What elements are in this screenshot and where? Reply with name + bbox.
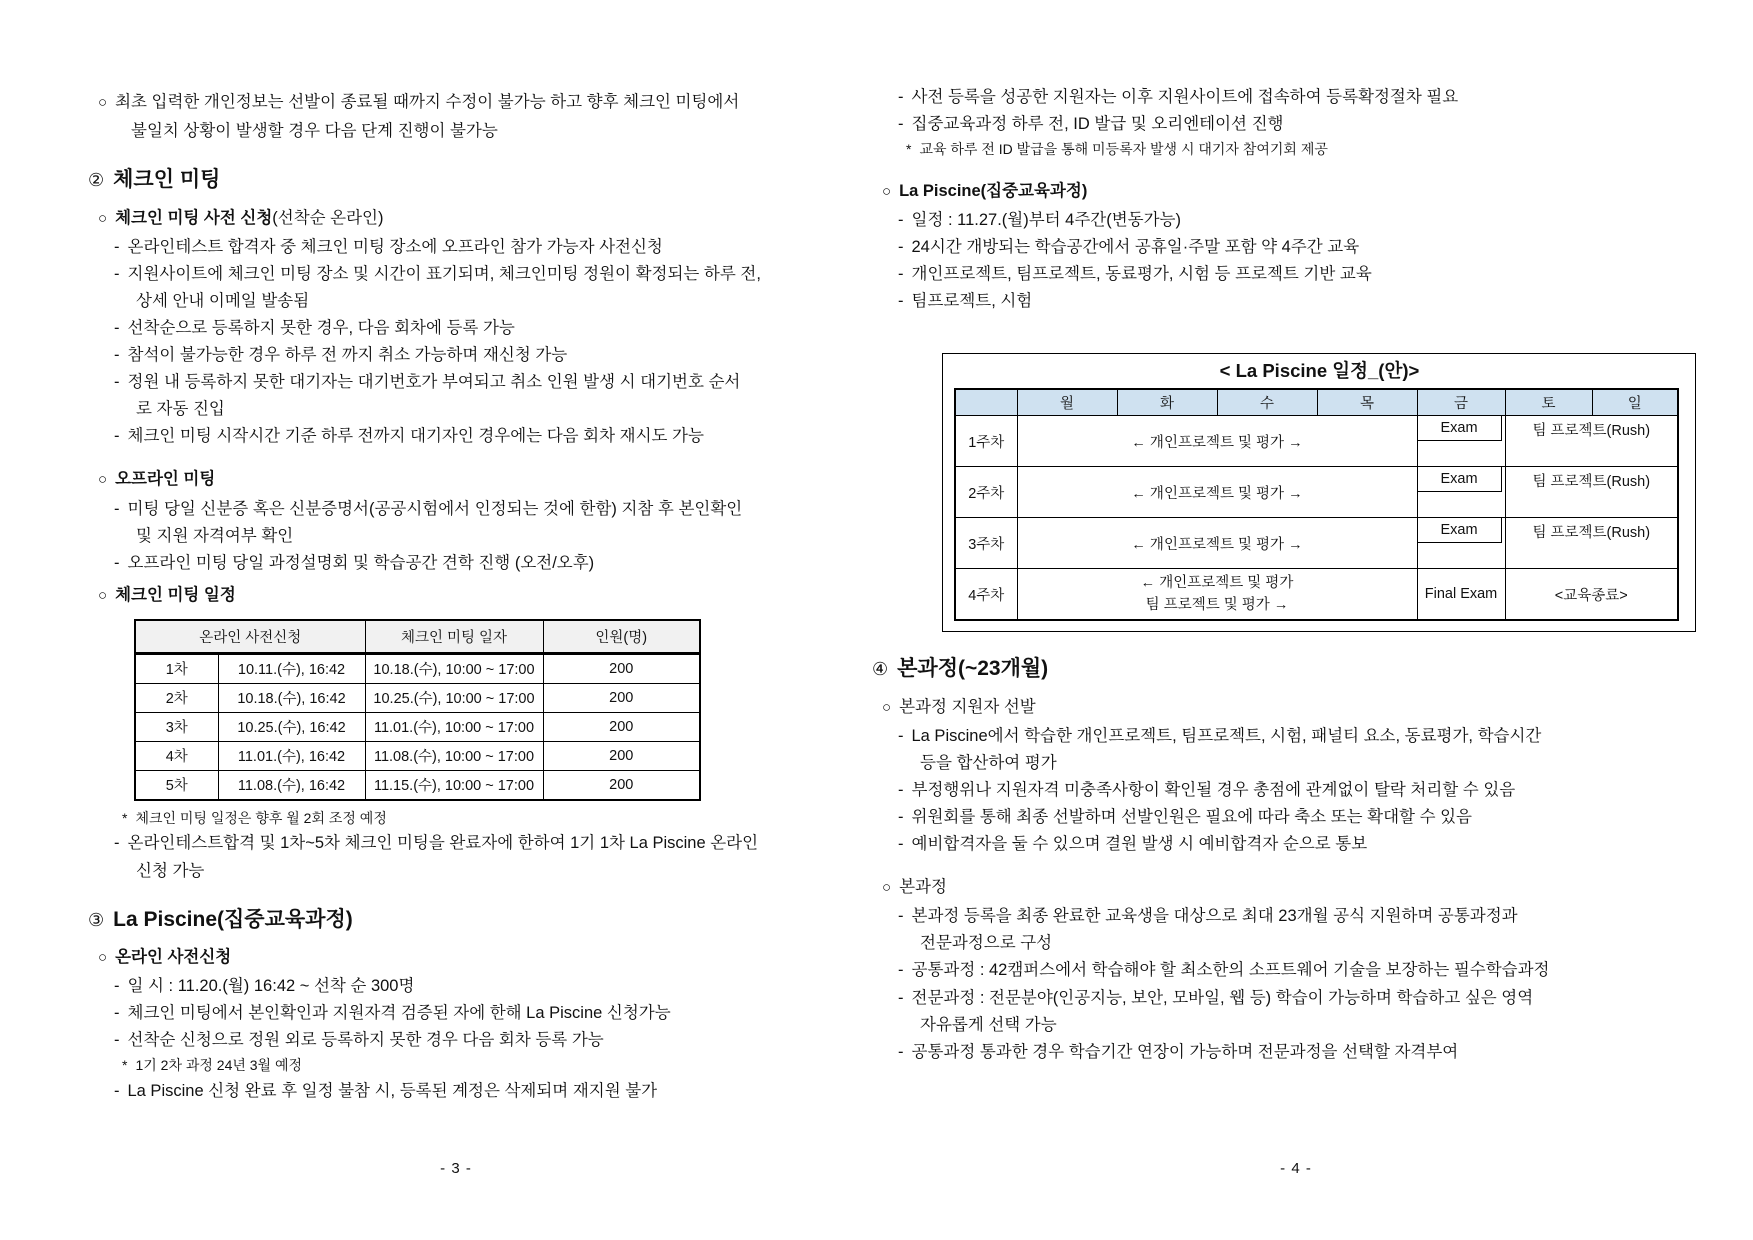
line-text: 온라인테스트 합격자 중 체크인 미팅 장소에 오프라인 참가 가능자 사전신청 — [127, 237, 663, 256]
line-text: 지원사이트에 체크인 미팅 장소 및 시간이 표기되며, 체크인미팅 정원이 확정되는 하루 전, — [127, 264, 761, 283]
line-text: 미팅 당일 신분증 혹은 신분증명서(공공시험에서 인정되는 것에 한함) 지참 후 본인확인 — [127, 499, 743, 518]
table-cell: 5차 — [135, 770, 218, 800]
text-line — [872, 209, 1720, 232]
bullet-marker: * — [906, 141, 912, 158]
line-text: 공통과정 통과한 경우 학습기간 연장이 가능하며 전문과정을 선택할 자격부여 — [911, 1042, 1459, 1061]
exam-box: Exam — [1418, 518, 1502, 543]
line-text: 본과정 — [899, 878, 947, 897]
page-4-content-bottom — [872, 654, 1720, 1064]
weekday-span-cell — [1017, 569, 1417, 621]
table-row — [135, 683, 700, 712]
bullet-marker: - — [898, 292, 904, 311]
page-number-3: - 3 - — [440, 1160, 472, 1177]
weekend-cell: 팀 프로젝트(Rush) — [1505, 467, 1678, 518]
text-line — [88, 425, 824, 448]
bullet-marker: - — [898, 726, 904, 745]
line-text: 선착순으로 등록하지 못한 경우, 다음 회차에 등록 가능 — [127, 318, 515, 337]
text-line — [88, 975, 824, 998]
lapiscine-schedule-table — [954, 388, 1679, 621]
line-text: 및 지원 자격여부 확인 — [136, 526, 294, 545]
table-row — [135, 712, 700, 741]
text-line — [872, 180, 1720, 203]
week-row — [955, 416, 1678, 467]
table-cell: 1차 — [135, 653, 218, 683]
table-cell: 11.01.(수), 10:00 ~ 17:00 — [365, 712, 543, 741]
section-heading — [872, 654, 1720, 683]
day-header-fri: 금 — [1417, 389, 1505, 416]
bullet-marker: - — [114, 346, 120, 365]
bullet-marker: - — [898, 907, 904, 926]
line-text: 온라인테스트합격 및 1차~5차 체크인 미팅을 완료자에 한하여 1기 1차 La Piscine 온라인 — [127, 834, 759, 853]
text-line — [88, 1029, 824, 1052]
page-number-4: - 4 - — [1280, 1160, 1312, 1177]
line-text: 오프라인 미팅 당일 과정설명회 및 학습공간 견학 진행 (오전/오후) — [127, 553, 595, 572]
weekday-span-cell: ← 개인프로젝트 및 평가 → — [1017, 467, 1417, 518]
day-header-row — [955, 389, 1678, 416]
line-text: 불일치 상황이 발생할 경우 다음 단계 진행이 불가능 — [131, 122, 498, 141]
exam-box: Exam — [1418, 416, 1502, 441]
text-line — [872, 236, 1720, 259]
note-line — [88, 809, 824, 829]
bullet-marker: - — [114, 1004, 120, 1023]
bullet-marker: - — [114, 264, 120, 283]
line-text: 1기 2차 과정 24년 3월 예정 — [135, 1057, 303, 1074]
line-text: 개인프로젝트, 팀프로젝트, 동료평가, 시험 등 프로젝트 기반 교육 — [911, 265, 1372, 284]
bullet-marker: - — [898, 780, 904, 799]
text-line — [88, 860, 824, 883]
text-line — [872, 987, 1720, 1010]
table-cell: 200 — [543, 712, 700, 741]
checkin-schedule-body — [135, 653, 700, 800]
line-text: 최초 입력한 개인정보는 선발이 종료될 때까지 수정이 불가능 하고 향후 체크인 미팅에서 — [115, 93, 740, 111]
exam-cell — [1417, 467, 1505, 518]
table-row — [135, 741, 700, 770]
line-text: 사전 등록을 성공한 지원자는 이후 지원사이트에 접속하여 등록확정절차 필요 — [911, 88, 1459, 106]
col-header-meeting-date: 체크인 미팅 일자 — [365, 620, 543, 654]
text-line — [872, 932, 1720, 955]
line-text: 상세 안내 이메일 발송됨 — [136, 291, 310, 310]
week-label-cell: 3주차 — [955, 518, 1017, 569]
text-line — [88, 1002, 824, 1025]
line-text: 전문과정으로 구성 — [920, 934, 1053, 953]
bullet-marker: - — [898, 237, 904, 256]
bullet-marker: ○ — [98, 94, 108, 111]
text-line — [88, 584, 824, 607]
table-cell: 200 — [543, 741, 700, 770]
bullet-marker: - — [114, 977, 120, 996]
text-line — [88, 371, 824, 394]
text-line — [88, 398, 824, 421]
checkin-table-header-row — [135, 620, 700, 654]
week-label-cell: 1주차 — [955, 416, 1017, 467]
text-line — [88, 263, 824, 286]
text-line — [88, 468, 824, 491]
line-text: 집중교육과정 하루 전, ID 발급 및 오리엔테이션 진행 — [911, 115, 1284, 134]
day-header-tue: 화 — [1117, 389, 1217, 416]
bullet-marker: * — [122, 1057, 128, 1074]
section-number: ② — [88, 170, 105, 191]
lapiscine-schedule-title: < La Piscine 일정_(안)> — [1219, 360, 1420, 382]
table-cell: 11.01.(수), 16:42 — [218, 741, 365, 770]
table-cell: 200 — [543, 770, 700, 800]
text-line — [872, 876, 1720, 899]
page-4-content-top — [872, 86, 1720, 313]
week-label-cell: 2주차 — [955, 467, 1017, 518]
table-cell: 11.15.(수), 10:00 ~ 17:00 — [365, 770, 543, 800]
week-row — [955, 518, 1678, 569]
table-cell: 11.08.(수), 16:42 — [218, 770, 365, 800]
bullet-marker: - — [898, 835, 904, 854]
bullet-marker: ○ — [98, 586, 108, 604]
line-text-bold: 체크인 미팅 일정 — [115, 585, 236, 604]
line-text: 본과정 지원자 선발 — [899, 697, 1036, 716]
line-text: 등을 합산하여 평가 — [920, 753, 1057, 772]
bullet-marker: - — [898, 115, 904, 134]
course-end-cell: <교육종료> — [1505, 569, 1678, 621]
bullet-marker: - — [898, 1042, 904, 1061]
line-text-bold: La Piscine(집중교육과정) — [899, 181, 1088, 200]
bullet-marker: - — [114, 318, 120, 337]
text-line — [872, 752, 1720, 775]
table-cell: 3차 — [135, 712, 218, 741]
text-line — [872, 113, 1720, 136]
text-line — [872, 806, 1720, 829]
bullet-marker: * — [122, 809, 128, 826]
line-text: 공통과정 : 42캠퍼스에서 학습해야 할 최소한의 소프트웨어 기술을 보장하는 필수학습과정 — [911, 961, 1550, 980]
bullet-marker: - — [898, 265, 904, 284]
section-heading — [88, 165, 824, 194]
bullet-marker: ○ — [98, 209, 108, 227]
line-text: 체크인 미팅 — [113, 168, 221, 192]
text-line — [872, 725, 1720, 748]
text-line — [88, 120, 824, 143]
bullet-marker: - — [898, 808, 904, 827]
text-line — [872, 263, 1720, 286]
bullet-marker: - — [114, 237, 120, 256]
note-line — [88, 1056, 824, 1076]
exam-cell — [1417, 416, 1505, 467]
table-cell: 200 — [543, 683, 700, 712]
line-text: 체크인 미팅 일정은 향후 월 2회 조정 예정 — [135, 809, 387, 826]
text-line — [872, 833, 1720, 856]
lapiscine-schedule-box — [942, 353, 1696, 632]
line-text: 참석이 불가능한 경우 하루 전 까지 취소 가능하며 재신청 가능 — [127, 346, 568, 365]
text-line — [88, 344, 824, 367]
line-text: 본과정(~23개월) — [897, 657, 1049, 681]
line-text: 교육 하루 전 ID 발급을 통해 미등록자 발생 시 대기자 참여기회 제공 — [919, 141, 1328, 158]
text-line — [872, 905, 1720, 928]
table-cell: 10.18.(수), 16:42 — [218, 683, 365, 712]
bullet-marker: - — [114, 1082, 120, 1101]
text-line — [872, 290, 1720, 313]
bullet-marker: ○ — [882, 698, 892, 716]
bullet-marker: - — [898, 988, 904, 1007]
checkin-schedule-table — [134, 619, 701, 801]
span-line-2: 팀 프로젝트 및 평가 → — [1145, 597, 1289, 614]
exam-cell — [1417, 518, 1505, 569]
note-line — [872, 140, 1720, 160]
line-text: 체크인 미팅 시작시간 기준 하루 전까지 대기자인 경우에는 다음 회차 재시도 가능 — [127, 427, 704, 446]
weekend-cell: 팀 프로젝트(Rush) — [1505, 518, 1678, 569]
line-text: 전문과정 : 전문분야(인공지능, 보안, 모바일, 웹 등) 학습이 가능하며 학습하고 싶은 영역 — [911, 988, 1534, 1007]
table-cell: 2차 — [135, 683, 218, 712]
week-label-cell: 4주차 — [955, 569, 1017, 621]
line-text: La Piscine에서 학습한 개인프로젝트, 팀프로젝트, 시험, 패널티 요소, 동료평가, 학습시간 — [911, 726, 1542, 745]
text-line — [872, 1014, 1720, 1037]
text-line — [88, 207, 824, 230]
bullet-marker: - — [114, 1031, 120, 1050]
line-text-bold: 온라인 사전신청 — [115, 948, 232, 967]
day-header-mon: 월 — [1017, 389, 1117, 416]
table-cell: 10.11.(수), 16:42 — [218, 653, 365, 683]
page-4 — [872, 82, 1720, 1177]
line-text: 자유롭게 선택 가능 — [920, 1015, 1057, 1034]
line-text: 체크인 미팅에서 본인확인과 지원자격 검증된 자에 한해 La Piscine 신청가능 — [127, 1004, 671, 1023]
weekday-span-cell: ← 개인프로젝트 및 평가 → — [1017, 416, 1417, 467]
text-line — [88, 525, 824, 548]
lapiscine-schedule-body — [955, 416, 1678, 621]
line-text: 선착순 신청으로 정원 외로 등록하지 못한 경우 다음 회차 등록 가능 — [127, 1031, 604, 1050]
line-text-bold: 체크인 미팅 사전 신청 — [115, 208, 273, 227]
line-text: 본과정 등록을 최종 완료한 교육생을 대상으로 최대 23개월 공식 지원하며 공통과정과 — [911, 907, 1518, 926]
bullet-marker: ○ — [98, 471, 108, 489]
line-text: 정원 내 등록하지 못한 대기자는 대기번호가 부여되고 취소 인원 발생 시 대기번호 순서 — [127, 373, 741, 392]
weekday-span-cell: ← 개인프로젝트 및 평가 → — [1017, 518, 1417, 569]
text-line — [88, 498, 824, 521]
table-cell: 11.08.(수), 10:00 ~ 17:00 — [365, 741, 543, 770]
bullet-marker: - — [114, 553, 120, 572]
text-line — [88, 91, 824, 114]
line-text: 신청 가능 — [136, 861, 205, 880]
line-text: 팀프로젝트, 시험 — [911, 292, 1033, 311]
line-text: 위원회를 통해 최종 선발하며 선발인원은 필요에 따라 축소 또는 확대할 수 있음 — [911, 808, 1472, 827]
span-line-1: ← 개인프로젝트 및 평가 — [1140, 574, 1294, 591]
text-line — [88, 552, 824, 575]
text-line — [88, 946, 824, 969]
table-row — [135, 653, 700, 683]
page-3-content-bottom — [88, 809, 824, 1103]
week-row — [955, 467, 1678, 518]
bullet-marker: ○ — [98, 949, 108, 967]
line-text: (선착순 온라인) — [272, 208, 384, 227]
bullet-marker: - — [898, 210, 904, 229]
col-header-capacity: 인원(명) — [543, 620, 700, 654]
text-line — [872, 1041, 1720, 1064]
text-line — [872, 696, 1720, 719]
week-row — [955, 569, 1678, 621]
line-text: 24시간 개방되는 학습공간에서 공휴일·주말 포함 약 4주간 교육 — [911, 237, 1360, 256]
table-cell: 4차 — [135, 741, 218, 770]
weekend-cell: 팀 프로젝트(Rush) — [1505, 416, 1678, 467]
exam-box: Exam — [1418, 467, 1502, 492]
text-line — [88, 290, 824, 313]
table-cell: 10.25.(수), 16:42 — [218, 712, 365, 741]
table-cell: 200 — [543, 653, 700, 683]
table-row — [135, 770, 700, 800]
line-text-bold: 오프라인 미팅 — [115, 470, 216, 489]
final-exam-cell: Final Exam — [1417, 569, 1505, 621]
bullet-marker: - — [898, 88, 904, 106]
bullet-marker: - — [114, 499, 120, 518]
line-text: 예비합격자을 둘 수 있으며 결원 발생 시 예비합격자 순으로 통보 — [911, 835, 1368, 854]
bullet-marker: - — [114, 834, 120, 853]
text-line — [88, 236, 824, 259]
section-number: ④ — [872, 659, 889, 680]
line-text: 로 자동 진입 — [136, 400, 225, 419]
section-heading — [88, 905, 824, 934]
page-3-content-top — [88, 91, 824, 607]
day-header-wed: 수 — [1217, 389, 1317, 416]
section-number: ③ — [88, 909, 105, 930]
line-text: La Piscine 신청 완료 후 일정 불참 시, 등록된 계정은 삭제되며 재지원 불가 — [127, 1082, 658, 1101]
text-line — [88, 317, 824, 340]
table-cell: 10.18.(수), 10:00 ~ 17:00 — [365, 653, 543, 683]
line-text: 일정 : 11.27.(월)부터 4주간(변동가능) — [911, 210, 1181, 229]
text-line — [88, 832, 824, 855]
text-line — [872, 86, 1720, 109]
text-line — [872, 779, 1720, 802]
bullet-marker: ○ — [882, 182, 892, 200]
text-line — [872, 959, 1720, 982]
line-text: 일 시 : 11.20.(월) 16:42 ~ 선착 순 300명 — [127, 977, 415, 996]
page-3 — [88, 82, 824, 1177]
bullet-marker: - — [898, 961, 904, 980]
line-text: La Piscine(집중교육과정) — [113, 907, 353, 931]
bullet-marker: - — [114, 373, 120, 392]
day-header-sun: 일 — [1592, 389, 1678, 416]
day-header-thu: 목 — [1317, 389, 1417, 416]
col-header-online-signup: 온라인 사전신청 — [135, 620, 365, 654]
day-header-empty — [955, 389, 1017, 416]
bullet-marker: - — [114, 427, 120, 446]
line-text: 부정행위나 지원자격 미충족사항이 확인될 경우 총점에 관계없이 탈락 처리할 수 있음 — [911, 780, 1516, 799]
day-header-sat: 토 — [1505, 389, 1592, 416]
text-line — [88, 1080, 824, 1103]
bullet-marker: ○ — [882, 879, 892, 897]
table-cell: 10.25.(수), 10:00 ~ 17:00 — [365, 683, 543, 712]
